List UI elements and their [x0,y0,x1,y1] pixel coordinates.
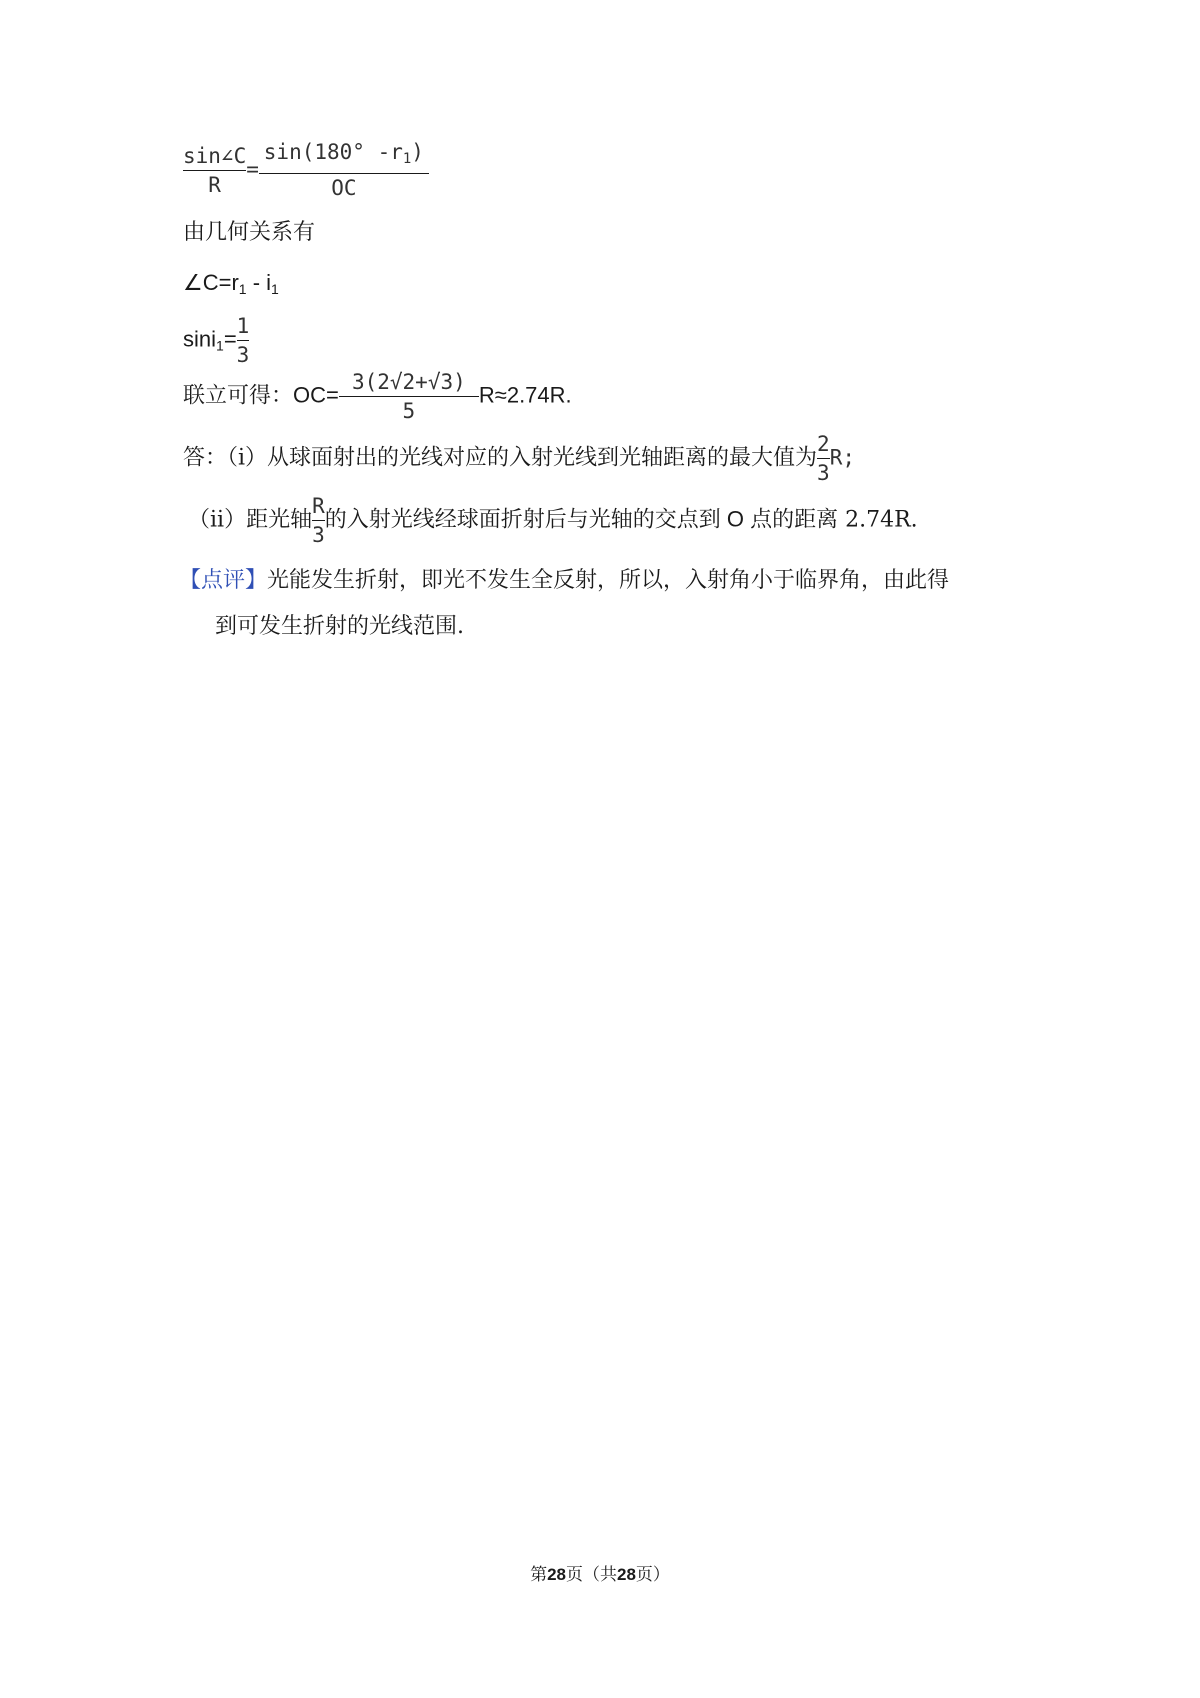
fraction-numerator: sin∠C [183,143,247,168]
answer-part-ii: （ii）距光轴 $\frac{R}{3}$ 的入射光线经球面折射后与光轴的交点到 O 点的距离 2.74R. [188,494,918,547]
fraction-R-over-3: $\frac{R}{3}$ [312,494,325,547]
answer-part-i: 答：（i）从球面射出的光线对应的入射光线到光轴距离的最大值为 $\frac{2}{3}$ R; [183,432,855,485]
text-geometry-relation: 由几何关系有 [183,220,316,245]
formula-angle-C: $\angle C=r_1 - i_1$ [183,270,279,297]
fraction-denominator: OC [331,176,357,200]
fraction-one-third: $\frac{1}{3}$ [236,314,250,367]
comment-line-1 [179,566,949,596]
equals-sign: = [246,157,259,181]
comment-line-2: 到可发生折射的光线范围. [215,614,464,639]
comment-tag: 【点评】 [179,568,268,593]
page-number: 28 [547,1565,566,1584]
formula-sin-i1: sini$_1$= $\frac{1}{3}$ [183,314,250,367]
comment-text: 光能发生折射，即光不发生全反射，所以，入射角小于临界角，由此得 [267,568,950,593]
fraction-denominator: R [208,172,221,197]
fraction-OC-value: $\frac{3(2√2+√3)}{5}$ [339,368,479,425]
fraction-sinC-over-R [183,142,246,199]
fraction-two-thirds: $\frac{2}{3}$ [817,432,830,485]
page-footer: 第28页（共28页） [530,1565,670,1585]
formula-combined-OC: 联立可得：OC= $\frac{3(2√2+√3)}{5}$ R≈2.74R. [183,370,572,423]
fraction-sin-over-OC [259,138,429,202]
page-total: 28 [617,1565,636,1584]
formula-sine-rule [183,138,429,202]
fraction-numerator: sin(180° $-r_1$) [263,140,424,167]
